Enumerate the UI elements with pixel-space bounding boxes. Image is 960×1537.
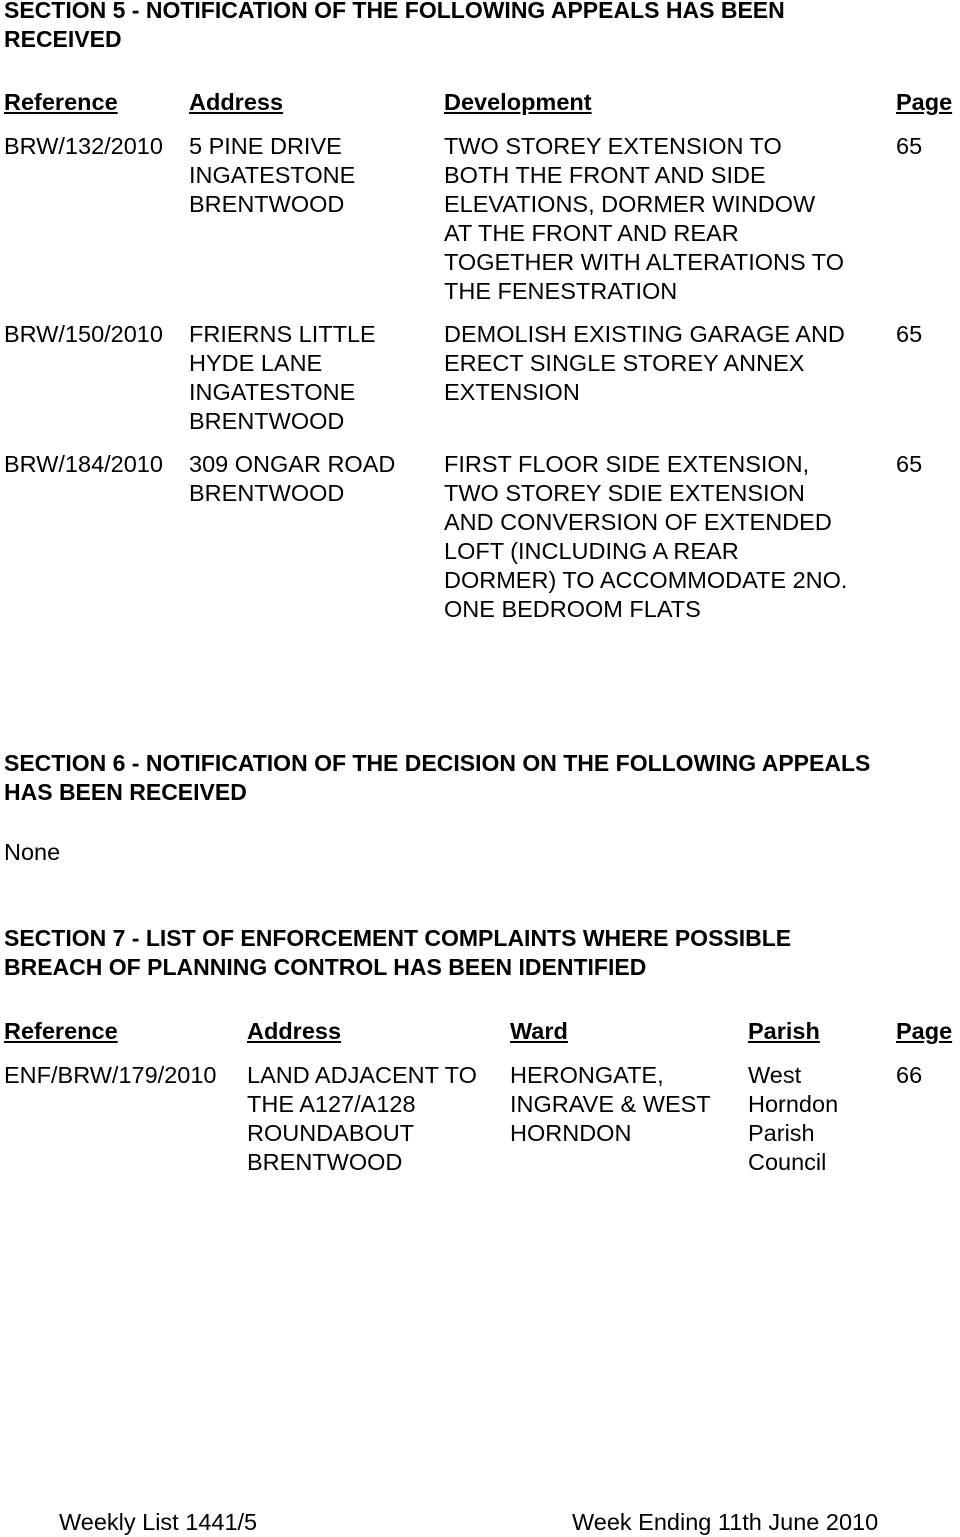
section6-body: None bbox=[4, 839, 61, 865]
s7-col-ward: Ward bbox=[510, 1018, 568, 1044]
s7-row1-page: 66 bbox=[896, 1062, 923, 1088]
s5-row2-page: 65 bbox=[896, 321, 923, 347]
development-line: THE FENESTRATION bbox=[444, 278, 678, 304]
section6-heading bbox=[4, 749, 870, 807]
address-line: FRIERNS LITTLE bbox=[189, 321, 376, 347]
s5-row3-page: 65 bbox=[896, 451, 923, 477]
parish-line: West bbox=[748, 1062, 802, 1088]
address-line: BRENTWOOD bbox=[247, 1149, 403, 1175]
section6-heading-line1: SECTION 6 - NOTIFICATION OF THE DECISION ON THE FOLLOWING APPEALS bbox=[4, 750, 871, 776]
s7-row1-address bbox=[247, 1061, 477, 1177]
s5-row2-address bbox=[189, 320, 376, 436]
ward-line: INGRAVE & WEST bbox=[510, 1091, 711, 1117]
development-line: LOFT (INCLUDING A REAR bbox=[444, 538, 739, 564]
development-line: ELEVATIONS, DORMER WINDOW bbox=[444, 191, 816, 217]
development-line: BOTH THE FRONT AND SIDE bbox=[444, 162, 766, 188]
address-line: HYDE LANE bbox=[189, 350, 323, 376]
address-line: 309 ONGAR ROAD bbox=[189, 451, 396, 477]
development-line: ONE BEDROOM FLATS bbox=[444, 596, 701, 622]
s7-col-address: Address bbox=[247, 1018, 342, 1044]
development-line: TOGETHER WITH ALTERATIONS TO bbox=[444, 249, 844, 275]
address-line: THE A127/A128 bbox=[247, 1091, 416, 1117]
development-line: ERECT SINGLE STOREY ANNEX bbox=[444, 350, 805, 376]
address-line: INGATESTONE bbox=[189, 379, 356, 405]
development-line: DORMER) TO ACCOMMODATE 2NO. bbox=[444, 567, 848, 593]
s5-col-address: Address bbox=[189, 89, 284, 115]
parish-line: Council bbox=[748, 1149, 827, 1175]
section5-heading-line1: SECTION 5 - NOTIFICATION OF THE FOLLOWING APPEALS HAS BEEN bbox=[4, 0, 785, 23]
footer-right: Week Ending 11th June 2010 bbox=[572, 1509, 879, 1535]
s5-col-reference: Reference bbox=[4, 89, 118, 115]
s5-row3-reference: BRW/184/2010 bbox=[4, 451, 163, 477]
address-line: BRENTWOOD bbox=[189, 408, 345, 434]
s7-col-page: Page bbox=[896, 1018, 953, 1044]
development-line: TWO STOREY EXTENSION TO bbox=[444, 133, 782, 159]
ward-line: HORNDON bbox=[510, 1120, 632, 1146]
address-line: INGATESTONE bbox=[189, 162, 356, 188]
address-line: LAND ADJACENT TO bbox=[247, 1062, 477, 1088]
s7-row1-ward bbox=[510, 1061, 711, 1148]
development-line: DEMOLISH EXISTING GARAGE AND bbox=[444, 321, 845, 347]
development-line: AND CONVERSION OF EXTENDED bbox=[444, 509, 832, 535]
s5-row3-development bbox=[444, 450, 847, 624]
s5-row2-development bbox=[444, 320, 845, 407]
development-line: TWO STOREY SDIE EXTENSION bbox=[444, 480, 805, 506]
s5-row1-reference: BRW/132/2010 bbox=[4, 133, 163, 159]
development-line: FIRST FLOOR SIDE EXTENSION, bbox=[444, 451, 810, 477]
development-line: EXTENSION bbox=[444, 379, 580, 405]
s7-col-reference: Reference bbox=[4, 1018, 118, 1044]
s5-row3-address bbox=[189, 450, 395, 508]
s5-col-page: Page bbox=[896, 89, 953, 115]
address-line: 5 PINE DRIVE bbox=[189, 133, 342, 159]
section5-heading-line2: RECEIVED bbox=[4, 26, 122, 52]
s7-row1-reference: ENF/BRW/179/2010 bbox=[4, 1062, 217, 1088]
address-line: BRENTWOOD bbox=[189, 480, 345, 506]
parish-line: Horndon bbox=[748, 1091, 839, 1117]
section5-heading bbox=[4, 0, 785, 54]
section6-heading-line2: HAS BEEN RECEIVED bbox=[4, 779, 247, 805]
development-line: AT THE FRONT AND REAR bbox=[444, 220, 739, 246]
s7-row1-parish bbox=[748, 1061, 838, 1177]
s5-row1-address bbox=[189, 132, 355, 219]
section7-heading-line1: SECTION 7 - LIST OF ENFORCEMENT COMPLAINTS WHERE POSSIBLE bbox=[4, 925, 792, 951]
ward-line: HERONGATE, bbox=[510, 1062, 664, 1088]
section7-heading bbox=[4, 924, 791, 982]
s5-row2-reference: BRW/150/2010 bbox=[4, 321, 163, 347]
section7-heading-line2: BREACH OF PLANNING CONTROL HAS BEEN IDENTIFIED bbox=[4, 954, 647, 980]
s7-col-parish: Parish bbox=[748, 1018, 820, 1044]
s5-col-development: Development bbox=[444, 89, 592, 115]
footer-left: Weekly List 1441/5 bbox=[59, 1509, 258, 1535]
s5-row1-development bbox=[444, 132, 844, 306]
s5-row1-page: 65 bbox=[896, 133, 923, 159]
parish-line: Parish bbox=[748, 1120, 815, 1146]
address-line: ROUNDABOUT bbox=[247, 1120, 415, 1146]
address-line: BRENTWOOD bbox=[189, 191, 345, 217]
